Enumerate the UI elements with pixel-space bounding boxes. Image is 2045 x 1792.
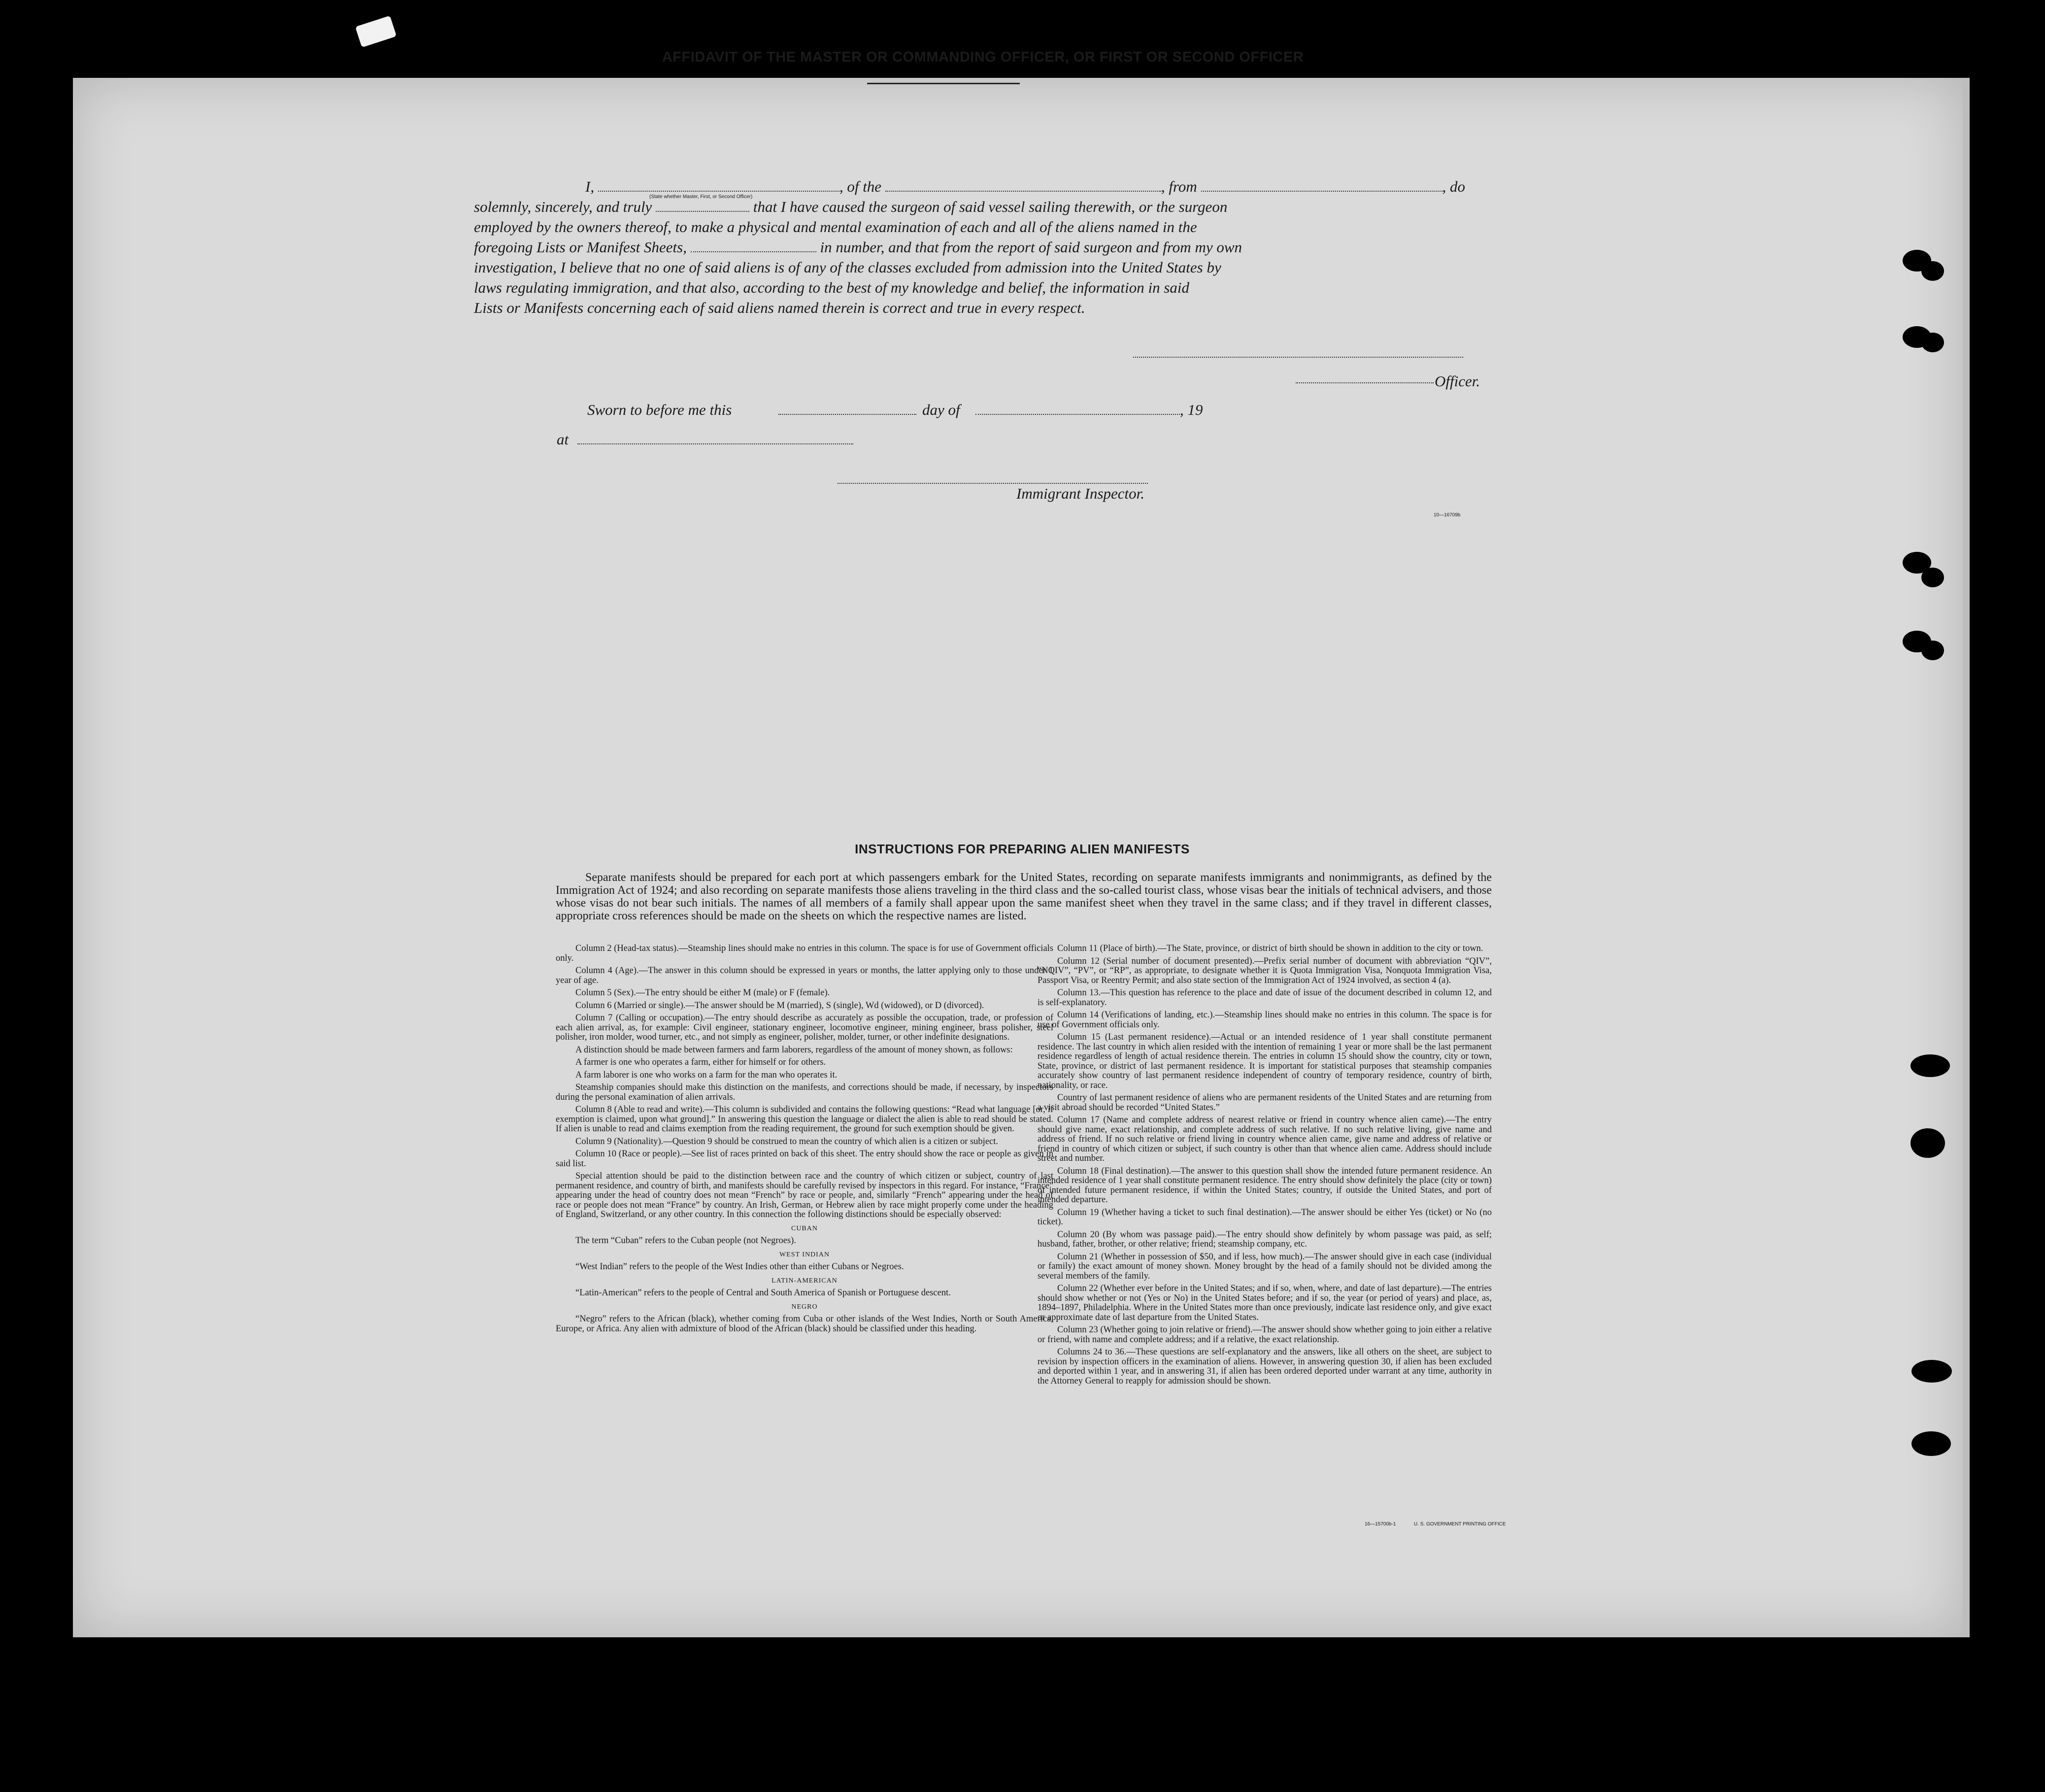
- section-heading: CUBAN: [791, 1224, 818, 1232]
- instruction-paragraph: Column 15 (Last permanent residence).—Actual or an intended residence of 1 year shall constitute permanent residence. The last country in which alien resided with the intention of remaining 1 year or more shall be the last permanent residence regardless of length of actual residence therein. The entries in column 15 should show the country, city or town, State, province, or district of last permanent residence. It is important for statistical purposes that steamship companies accurately show country of last permanent residence independent of country of temporary residence, country of birth, nationality, or race.: [1038, 1032, 1492, 1090]
- affidavit-line-1: I, , of the , from , do: [585, 178, 1465, 195]
- sheet-edge: [1963, 78, 1970, 1637]
- instruction-paragraph: Column 10 (Race or people).—See list of races printed on back of this sheet. The entry should show the race or people as given in said list.: [556, 1149, 1053, 1169]
- sworn-month-field[interactable]: [975, 414, 1180, 416]
- instruction-paragraph: Country of last permanent residence of aliens who are permanent residents of the United States and are returning from a visit abroad should be recorded “United States.”: [1038, 1093, 1492, 1113]
- form-number: 10—16709b: [1434, 512, 1461, 518]
- instruction-paragraph: Column 11 (Place of birth).—The State, province, or district of birth should be shown in addition to the city or town.: [1057, 944, 1483, 953]
- instructions-intro: Separate manifests should be prepared for each port at which passengers embark for the United States, recording on separate manifests immigrants and nonimmigrants, as defined by the Immigration Act of 1924; and also recording on separate manifests those aliens traveling in the third class and the so-called tourist class, whose visas bear the initials of technical advisers, and those whose visas do not bear such initials. The names of all members of a family shall appear upon the same manifest sheet when they travel in the same class; and if they travel in different classes, appropriate cross references should be made on the sheets on which the respective names are listed.: [556, 871, 1492, 922]
- punch-hole: [1921, 333, 1944, 352]
- instruction-paragraph: Column 2 (Head-tax status).—Steamship lines should make no entries in this column. The space is for use of Government officials only.: [556, 944, 1053, 963]
- section-heading: NEGRO: [791, 1303, 818, 1311]
- punch-hole: [1911, 1431, 1951, 1456]
- punch-hole: [1911, 1054, 1950, 1077]
- affidavit-title: AFFIDAVIT OF THE MASTER OR COMMANDING OFFICER, OR FIRST OR SECOND OFFICER: [662, 49, 1304, 65]
- instruction-paragraph: Column 6 (Married or single).—The answer should be M (married), S (single), Wd (widowed), or D (divorced).: [575, 1000, 984, 1011]
- instruction-paragraph: Column 23 (Whether going to join relative or friend).—The answer should show whether going to join either a relative or friend, with name and complete address; and if a relative, the exact relationship.: [1038, 1325, 1492, 1345]
- section-heading: WEST INDIAN: [779, 1251, 830, 1258]
- affidavit-body: [474, 176, 1492, 318]
- year-label: , 19: [1180, 401, 1203, 418]
- instruction-paragraph: Column 18 (Final destination).—The answer to this question shall show the intended future permanent residence. An intended residence of 1 year shall constitute permanent residence. The entry should show definitely the place (city or town) of intended future permanent residence, if within the United States; country, if outside the United States, and port of intended departure.: [1038, 1166, 1492, 1205]
- instruction-paragraph: Column 14 (Verifications of landing, etc.).—Steamship lines should make no entries in this column. The space is for use of Government officials only.: [1038, 1010, 1492, 1030]
- affidavit-line-7: Lists or Manifests concerning each of said aliens named therein is correct and true in every respect.: [474, 299, 1085, 316]
- declare-field[interactable]: [656, 198, 749, 212]
- instruction-paragraph: A farmer is one who operates a farm, either for himself or for others.: [575, 1057, 826, 1067]
- sheet-count-field[interactable]: [691, 238, 816, 252]
- instructions-title: INSTRUCTIONS FOR PREPARING ALIEN MANIFESTS: [855, 842, 1190, 856]
- footer-form-number: 16—15700b-1: [1365, 1522, 1396, 1527]
- affidavit-line-2: solemnly, sincerely, and truly that I have caused the surgeon of said vessel sailing therewith, or the surgeon: [474, 198, 1228, 215]
- instruction-paragraph: Column 8 (Able to read and write).—This column is subdivided and contains the following questions: “Read what language [or, if exemption is claimed, upon what ground].” In answering this question the language or dialect the alien is able to read should be stated. If alien is unable to read and claims exemption from the reading requirement, the ground for such exemption should be given.: [556, 1105, 1053, 1134]
- instruction-paragraph: Column 17 (Name and complete address of nearest relative or friend in country whence alien came).—The entry should give name, exact relationship, and complete address of such relative. If no such relative living, give name and address of friend. If no such relative or friend living in country whence alien came, give name and address of relative or friend in country of which citizen or subject, if such country is other than that whence alien came. Address should include street and number.: [1038, 1115, 1492, 1163]
- instruction-paragraph: Columns 24 to 36.—These questions are self-explanatory and the answers, like all others on the sheet, are subject to revision by inspection officers in the examination of aliens. However, in answering question 30, if alien has been excluded and deported within 1 year, and in answering 31, if alien has been ordered deported under warrant at any time, authority in the Attorney General to reapply for admission should be shown.: [1038, 1347, 1492, 1386]
- instruction-paragraph: Column 13.—This question has reference to the place and date of issue of the document described in column 12, and is self-explanatory.: [1038, 988, 1492, 1008]
- definition-paragraph: The term “Cuban” refers to the Cuban people (not Negroes).: [575, 1236, 796, 1246]
- affidavit-line-6: laws regulating immigration, and that also, according to the best of my knowledge and belief, the information in said: [474, 279, 1190, 296]
- punch-hole: [1921, 261, 1944, 281]
- instruction-paragraph: A farm laborer is one who works on a farm for the man who operates it.: [575, 1070, 838, 1080]
- title-rule: [867, 83, 1020, 84]
- instructions-right-column: [1038, 944, 1492, 1389]
- vessel-field[interactable]: [885, 178, 1161, 192]
- instruction-paragraph: Column 20 (By whom was passage paid).—The entry should show definitely by whom passage was paid, as self; husband, father, brother, or other relative; friend; steamship company, etc.: [1038, 1229, 1492, 1249]
- instruction-paragraph: Special attention should be paid to the distinction between race and the country of which citizen or subject, country of last permanent residence, and country of birth, and manifests should be carefully revised by inspectors in this regard. For instance, “France” appearing under the head of country does not mean “French” by race or people, and, similarly “French” appearing under the head of race or people does not mean “France” by country. An Irish, German, or Hebrew alien by race might properly come under the heading of England, Switzerland, or any other country. In this connection the following distinctions should be especially observed:: [556, 1171, 1053, 1219]
- instruction-paragraph: Column 12 (Serial number of document presented).—Prefix serial number of document with abbreviation “QIV”, “NQIV”, “PV”, or “RP”, as appropriate, to designate whether it is Quota Immigration Visa, Nonquota Immigration Visa, Passport Visa, or Reentry Permit; and also state section of the Immigration Act of 1924 involved, as section 4 (a).: [1038, 956, 1492, 985]
- punch-hole: [1921, 641, 1944, 660]
- instruction-paragraph: Column 21 (Whether in possession of $50, and if less, how much).—The answer should give in each case (individual or family) the exact amount of money shown. Money brought by the head of a family should not be divided among the several members of the family.: [1038, 1251, 1492, 1281]
- instruction-paragraph: Column 7 (Calling or occupation).—The entry should describe as accurately as possible the occupation, trade, or profession of each alien arrival, as, for example: Civil engineer, stationary engineer, locomotive engineer, mining engineer, brass polisher, steel polisher, iron molder, wood turner, etc., and not simply as engineer, polisher, molder, turner, or other indefinite designations.: [556, 1013, 1053, 1042]
- affidavit-line-4: foregoing Lists or Manifest Sheets, in number, and that from the report of said surgeon and from my own: [474, 238, 1242, 256]
- punch-hole: [1921, 568, 1944, 587]
- sworn-day-field[interactable]: [778, 414, 916, 416]
- section-heading: LATIN-AMERICAN: [771, 1277, 838, 1285]
- definition-paragraph: “Latin-American” refers to the people of Central and South America of Spanish or Portuguese descent.: [575, 1288, 951, 1298]
- instruction-paragraph: Column 9 (Nationality).—Question 9 should be construed to mean the country of which alien is a citizen or subject.: [575, 1136, 999, 1147]
- officer-label: Officer.: [1435, 372, 1480, 390]
- inspector-label: Immigrant Inspector.: [1016, 485, 1145, 502]
- definition-paragraph: “West Indian” refers to the people of the West Indies other than either Cubans or Negroes.: [575, 1262, 904, 1272]
- definition-paragraph: “Negro” refers to the African (black), whether coming from Cuba or other islands of the West Indies, North or South America, Europe, or Africa. Any alien with admixture of blood of the African (black) should be classified under this heading.: [556, 1314, 1053, 1334]
- sworn-label: Sworn to before me this: [587, 401, 732, 418]
- affidavit-line-3: employed by the owners thereof, to make a physical and mental examination of each and all of the aliens named in the: [474, 218, 1197, 236]
- instruction-paragraph: Column 4 (Age).—The answer in this column should be expressed in years or months, the latter applying only to those under 1 year of age.: [556, 966, 1053, 985]
- from-port-field[interactable]: [1201, 178, 1442, 192]
- at-place-field[interactable]: [577, 443, 853, 445]
- affidavit-line-5: investigation, I believe that no one of said aliens is of any of the classes excluded from admission into the United States by: [474, 259, 1221, 276]
- rank-note: (State whether Master, First, or Second Officer): [649, 194, 753, 200]
- day-of-label: day of: [922, 401, 960, 418]
- instruction-paragraph: Column 19 (Whether having a ticket to such final destination).—The answer should be either Yes (ticket) or No (no ticket).: [1038, 1207, 1492, 1227]
- punch-hole: [1911, 1360, 1952, 1383]
- signature-line[interactable]: [1133, 357, 1463, 359]
- at-label: at: [557, 431, 569, 448]
- punch-hole: [1911, 1128, 1945, 1158]
- instruction-paragraph: Column 5 (Sex).—The entry should be either M (male) or F (female).: [575, 988, 830, 998]
- instruction-paragraph: Column 22 (Whether ever before in the United States; and if so, when, where, and date of last departure).—The entries should show whether or not (Yes or No) in the United States before; and if so, the year (or period of years) and place, as, 1894–1897, Philadelphia. Where in the United States more than once previously, indicate last residence only, and give exact or approximate date of last departure from the United States.: [1038, 1284, 1492, 1322]
- footer-gpo: U. S. GOVERNMENT PRINTING OFFICE: [1414, 1522, 1506, 1527]
- instruction-paragraph: Steamship companies should make this distinction on the manifests, and corrections should be made, if necessary, by inspectors during the personal examination of alien arrivals.: [556, 1082, 1053, 1102]
- instructions-left-column: [556, 944, 1053, 1337]
- officer-rank-field[interactable]: [598, 178, 839, 192]
- paper-clip-scrap: [355, 16, 397, 48]
- officer-line[interactable]: [1296, 382, 1434, 384]
- instruction-paragraph: A distinction should be made between farmers and farm laborers, regardless of the amount of money shown, as follows:: [575, 1045, 1013, 1055]
